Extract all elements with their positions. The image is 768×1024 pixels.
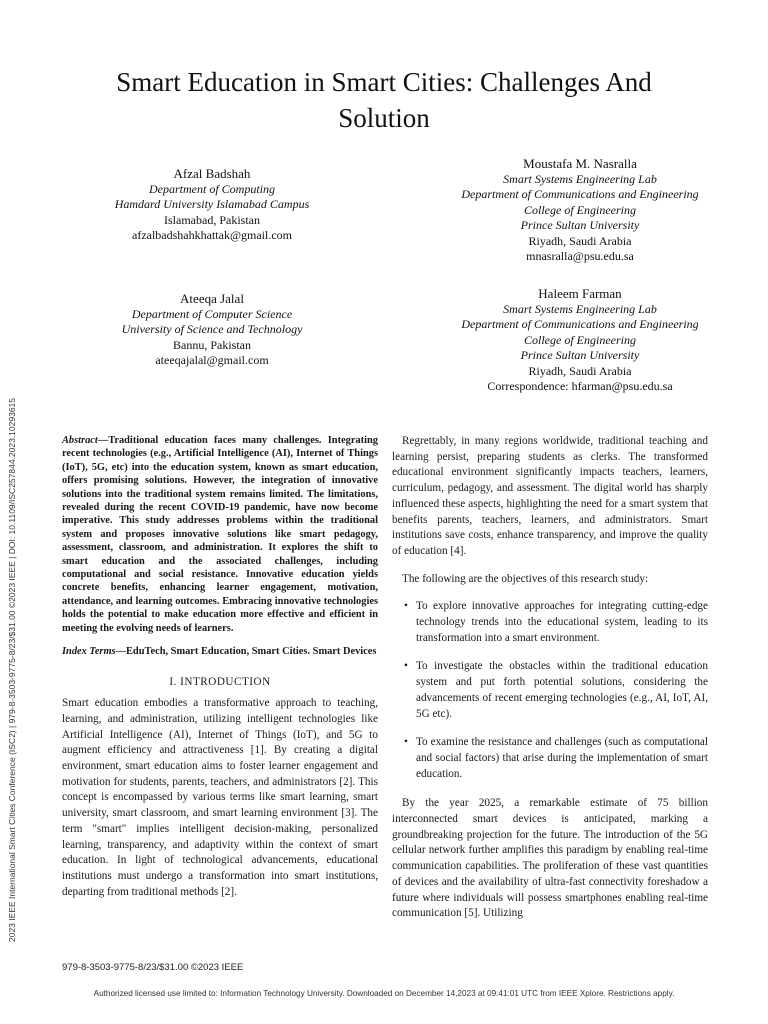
footer-isbn: 979-8-3503-9775-8/23/$31.00 ©2023 IEEE — [62, 962, 244, 973]
author-affiliation: Smart Systems Engineering Lab — [503, 301, 657, 316]
author-affiliation: Hamdard University Islamabad Campus — [114, 197, 310, 211]
title-line-1: Smart Education in Smart Cities: Challenges And — [116, 67, 652, 97]
index-terms — [62, 645, 378, 658]
author-location: Islamabad, Pakistan — [164, 212, 260, 227]
author-location: Bannu, Pakistan — [173, 337, 251, 352]
author-affiliation: Prince Sultan University — [520, 348, 640, 362]
author-email: Correspondence: hfarman@psu.edu.sa — [487, 379, 673, 393]
title-line-2: Solution — [338, 103, 430, 133]
author-affiliation: Prince Sultan University — [520, 218, 640, 232]
author-affiliation: Smart Systems Engineering Lab — [503, 171, 657, 186]
index-terms-lead: Index Terms — [62, 646, 116, 658]
author-name: Ateeqa Jalal — [180, 291, 244, 306]
author-block-2 — [410, 156, 750, 265]
author-email: afzalbadshahkhattak@gmail.com — [132, 228, 292, 242]
objectives-intro: The following are the objectives of this research study: — [402, 572, 649, 585]
doi-sidebar — [2, 360, 22, 980]
author-affiliation: University of Science and Technology — [121, 322, 303, 336]
body-paragraph: Regrettably, in many regions worldwide, traditional teaching and learning persist, preparing students as clerks. The transformed educational environment significantly impacts teachers, learners, curriculum, pedagogy, and assessment. The digital world has sharply influenced these aspects, highlighting the need for a smart system that benefits parents, teachers, learners, and administrators. Smart institutions save costs, enhance transparency, and improve the quality of education [4]. — [392, 435, 708, 557]
list-item: • To investigate the obstacles within the traditional education system and put forth potential solutions, considering the advancements of recent emerging technologies (e.g., AI, IoT, AI, 5G etc). — [404, 660, 708, 720]
author-block-3 — [62, 291, 362, 369]
objectives-list — [392, 599, 708, 782]
author-block-1 — [62, 166, 362, 244]
body-paragraph: By the year 2025, a remarkable estimate of 75 billion interconnected smart devices is anticipated, marking a groundbreaking projection for the future. The introduction of the 5G cellular network further amplifies this paradigm by enabling real-time communication capabilities. The proliferation of these vast quantities of devices and the availability of ultra-fast connectivity foreshadow a future where individuals will possess smartphones enabling real-time communication [5]. Utilizing — [392, 797, 708, 920]
left-column — [62, 434, 378, 900]
author-email: ateeqajalal@gmail.com — [155, 353, 269, 367]
author-email: mnasralla@psu.edu.sa — [526, 249, 634, 263]
intro-paragraph: Smart education embodies a transformative approach to teaching, learning, and administration, utilizing intelligent technologies like Artificial Intelligence (AI), Internet of Things (IoT), and 5G to augment efficiency and attractiveness [1]. By creating a digital environment, smart education aims to foster learner engagement and motivation for students, parents, teachers, and administrators [2]. This concept is encompassed by various terms like smart learning, smart university, smart classroom, and smart learning environment [3]. The term "smart" implies intelligent decision-making, personalized learning, transparency, and adaptivity within the context of smart education. In light of technological advancements, educational institutions must undergo a transformation into smart institutions, departing from traditional methods [2]. — [62, 697, 378, 898]
author-affiliation: Department of Communications and Engineering — [461, 317, 699, 331]
list-item: • To explore innovative approaches for integrating cutting-edge technology trends into the educational system, leading to its transformation into a smart environment. — [404, 600, 708, 644]
abstract — [62, 434, 378, 635]
index-terms-text: —EduTech, Smart Education, Smart Cities. Smart Devices — [115, 646, 377, 658]
footer-license: Authorized licensed use limited to: Information Technology University. Downloaded on December 14,2023 at 09:41:01 UTC from IEEE Xplore. Restrictions apply. — [93, 989, 675, 998]
author-affiliation: College of Engineering — [524, 332, 636, 347]
author-name: Haleem Farman — [538, 286, 622, 301]
doi-sidebar-text: 2023 IEEE International Smart Cities Conference (ISC2) | 979-8-3503-9775-8/23/$31.00 ©2023 IEEE | DOI: 10.1109/ISC257844.2023.10293615 — [7, 398, 17, 943]
section-heading-introduction: I. INTRODUCTION — [169, 675, 271, 688]
paper-title — [40, 64, 728, 136]
author-affiliation: College of Engineering — [524, 202, 636, 217]
author-location: Riyadh, Saudi Arabia — [528, 233, 632, 248]
author-affiliation: Department of Computing — [149, 181, 275, 196]
author-name: Afzal Badshah — [173, 166, 251, 181]
abstract-lead: Abstract — [62, 435, 98, 446]
author-location: Riyadh, Saudi Arabia — [528, 363, 632, 378]
author-block-4 — [410, 286, 750, 395]
author-affiliation: Department of Communications and Engineering — [461, 187, 699, 201]
list-item: • To examine the resistance and challenges (such as computational and social factors) that arise during the implementation of smart education. — [404, 736, 708, 780]
right-column — [392, 434, 708, 922]
bullet-icon: • — [404, 660, 408, 673]
author-name: Moustafa M. Nasralla — [523, 156, 637, 171]
bullet-icon: • — [404, 736, 408, 749]
author-affiliation: Department of Computer Science — [131, 306, 293, 321]
abstract-text: —Traditional education faces many challenges. Integrating recent technologies (e.g., Artificial Intelligence (AI), Internet of Things (IoT), 5G, etc) into the education system, known as smart education, offers promising solutions. However, the integration of innovative solutions into the traditional system remains limited. The limitations, revealed during the recent COVID-19 pandemic, have now become imperative. This study addresses problems within the traditional system and proposes innovative solutions like smart pedagogy, assessment, classroom, and administration. It explores the shift to smart education and the associated challenges, including computational and social resistance. Innovative education yields concrete benefits, enhancing learner engagement, motivation, attendance, and learning outcomes. Embracing innovative technologies holds the potential to make education more effective and efficient in meeting the evolving needs of learners. — [62, 435, 378, 634]
bullet-icon: • — [404, 600, 408, 613]
